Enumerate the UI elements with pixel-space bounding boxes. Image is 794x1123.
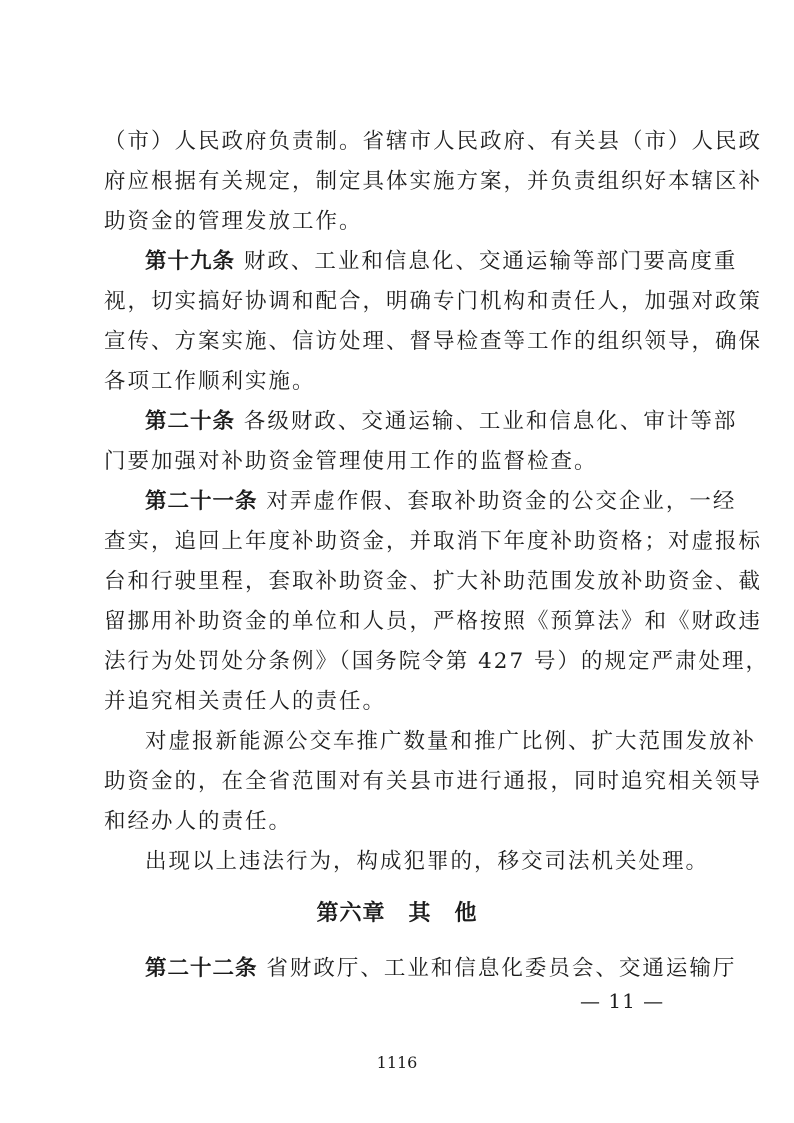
line-text: 府应根据有关规定，制定具体实施方案，并负责组织好本辖区补: [104, 169, 763, 194]
text-line: [104, 805, 694, 839]
text-line: [104, 565, 763, 599]
line-text: 出现以上违法行为，构成犯罪的，移交司法机关处理。: [145, 849, 710, 874]
print-number: 1116: [376, 1053, 418, 1072]
line-text: 各级财政、交通运输、工业和信息化、审计等部: [235, 409, 738, 434]
text-line: [104, 645, 769, 679]
line-text: 留挪用补助资金的单位和人员，严格按照《预算法》和《财政违: [104, 609, 763, 634]
article-heading: 第二十二条: [145, 956, 258, 981]
text-line: [145, 725, 757, 759]
article-text: 省财政厅、工业和信息化委员会、交通运输厅: [257, 956, 737, 981]
text-line: [104, 285, 763, 319]
text-line: [145, 245, 738, 279]
line-text: 查实，追回上年度补助资金，并取消下年度补助资格；对虚报标: [104, 529, 763, 554]
line-text: 对弄虚作假、套取补助资金的公交企业，一经: [257, 489, 737, 514]
page-number: — 11 —: [580, 989, 665, 1013]
line-text: 门要加强对补助资金管理使用工作的监督检查。: [104, 449, 598, 474]
text-line: [104, 125, 763, 159]
line-text: 各项工作顺利实施。: [104, 369, 316, 394]
text-line: [104, 525, 763, 559]
article-heading: 第二十一条: [145, 489, 258, 514]
line-text: 视，切实搞好协调和配合，明确专门机构和责任人，加强对政策: [104, 289, 763, 314]
text-line: [104, 365, 694, 399]
chapter-title: 第六章 其 他: [316, 901, 478, 926]
text-line: [104, 445, 694, 479]
line-text: 财政、工业和信息化、交通运输等部门要高度重: [235, 249, 738, 274]
text-line: [145, 405, 738, 439]
article-heading: 第二十条: [145, 409, 236, 434]
article-heading: 第十九条: [145, 249, 236, 274]
line-text: 并追究相关责任人的责任。: [104, 689, 387, 714]
text-line: [104, 325, 763, 359]
text-line: [104, 205, 694, 239]
line-text: 台和行驶里程，套取补助资金、扩大补助范围发放补助资金、截: [104, 569, 763, 594]
text-line: [145, 845, 710, 879]
line-text: 和经办人的责任。: [104, 809, 293, 834]
line-text: 法行为处罚处分条例》（国务院令第 427 号）的规定严肃处理，: [104, 649, 769, 674]
line-text: 宣传、方案实施、信访处理、督导检查等工作的组织领导，确保: [104, 329, 763, 354]
text-line: [145, 485, 737, 519]
text-line: [104, 165, 763, 199]
text-line: [104, 605, 763, 639]
line-text: 助资金的，在全省范围对有关县市进行通报，同时追究相关领导: [104, 769, 763, 794]
text-line: [104, 685, 694, 719]
line-text: 助资金的管理发放工作。: [104, 209, 363, 234]
text-line: [104, 765, 763, 799]
line-text: （市）人民政府负责制。省辖市人民政府、有关县（市）人民政: [104, 129, 763, 154]
article-22-line: [145, 952, 737, 986]
line-text: 对虚报新能源公交车推广数量和推广比例、扩大范围发放补: [145, 729, 757, 754]
